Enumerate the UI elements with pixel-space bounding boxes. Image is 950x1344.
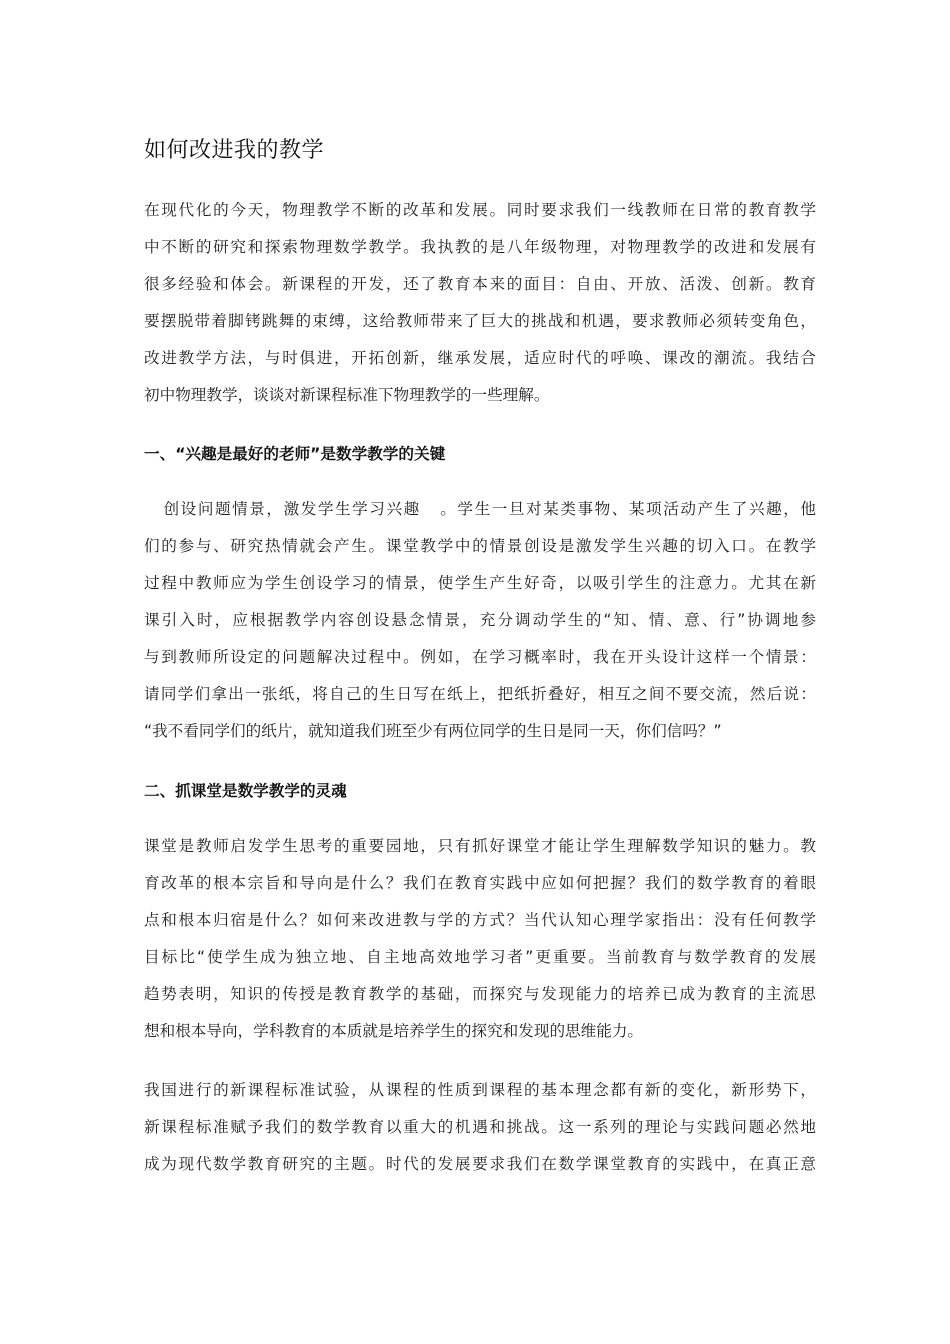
section-2-paragraph-1 (144, 828, 816, 1050)
section-2-line: 育改革的根本宗旨和导向是什么？我们在教育实践中应如何把握？我们的数学教育的着眼 (144, 874, 816, 892)
section-1-line: 课引入时，应根据教学内容创设悬念情景，充分调动学生的“知、情、意、行”协调地参 (144, 611, 816, 629)
section-2-line: 点和根本归宿是什么？如何来改进教与学的方式？当代认知心理学家指出：没有任何教学 (144, 911, 816, 929)
section-1-line: 创设问题情景，激发学生学习兴趣 。学生一旦对某类事物、某项活动产生了兴趣，他 (144, 500, 816, 518)
intro-paragraph (144, 192, 816, 414)
section-1-line: “我不看同学们的纸片，就知道我们班至少有两位同学的生日是同一天，你们信吗？” (144, 722, 722, 740)
intro-line: 初中物理教学，谈谈对新课程标准下物理教学的一些理解。 (144, 386, 550, 404)
section-1-heading: 一、“兴趣是最好的老师”是数学教学的关键 (144, 445, 446, 463)
intro-line: 在现代化的今天，物理教学不断的改革和发展。同时要求我们一线教师在日常的教育教学 (144, 201, 816, 219)
section-2-line: 想和根本导向，学科教育的本质就是培养学生的探究和发现的思维能力。 (144, 1022, 644, 1040)
section-1-line: 与到教师所设定的问题解决过程中。例如，在学习概率时，我在开头设计这样一个情景： (144, 648, 816, 666)
intro-line: 中不断的研究和探索物理数学教学。我执教的是八年级物理，对物理教学的改进和发展有 (144, 238, 816, 256)
section-1-line: 们的参与、研究热情就会产生。课堂教学中的情景创设是激发学生兴趣的切入口。在教学 (144, 537, 816, 555)
intro-line: 改进教学方法，与时俱进，开拓创新，继承发展，适应时代的呼唤、课改的潮流。我结合 (144, 349, 816, 367)
section-2-line: 新课程标准赋予我们的数学教育以重大的机遇和挑战。这一系列的理论与实践问题必然地 (144, 1118, 816, 1136)
section-2-line: 趋势表明，知识的传授是教育教学的基础，而探究与发现能力的培养已成为教育的主流思 (144, 985, 816, 1003)
document-title: 如何改进我的教学 (144, 138, 325, 163)
intro-line: 很多经验和体会。新课程的开发，还了教育本来的面目：自由、开放、活泼、创新。教育 (144, 275, 816, 293)
intro-line: 要摆脱带着脚铐跳舞的束缚，这给教师带来了巨大的挑战和机遇，要求教师必须转变角色， (144, 312, 816, 330)
section-1-line: 请同学们拿出一张纸，将自己的生日写在纸上，把纸折叠好，相互之间不要交流，然后说： (144, 685, 816, 703)
section-2-heading: 二、抓课堂是数学教学的灵魂 (144, 782, 347, 800)
section-1-paragraph (144, 491, 816, 750)
section-2-line: 成为现代数学教育研究的主题。时代的发展要求我们在数学课堂教育的实践中，在真正意 (144, 1155, 816, 1173)
section-2-line: 我国进行的新课程标准试验，从课程的性质到课程的基本理念都有新的变化，新形势下， (144, 1081, 816, 1099)
section-2-line: 课堂是教师启发学生思考的重要园地，只有抓好课堂才能让学生理解数学知识的魅力。教 (144, 837, 816, 855)
section-2-paragraph-2 (144, 1072, 816, 1183)
section-2-line: 目标比“使学生成为独立地、自主地高效地学习者”更重要。当前教育与数学教育的发展 (144, 948, 816, 966)
section-1-line: 过程中教师应为学生创设学习的情景，使学生产生好奇，以吸引学生的注意力。尤其在新 (144, 574, 816, 592)
